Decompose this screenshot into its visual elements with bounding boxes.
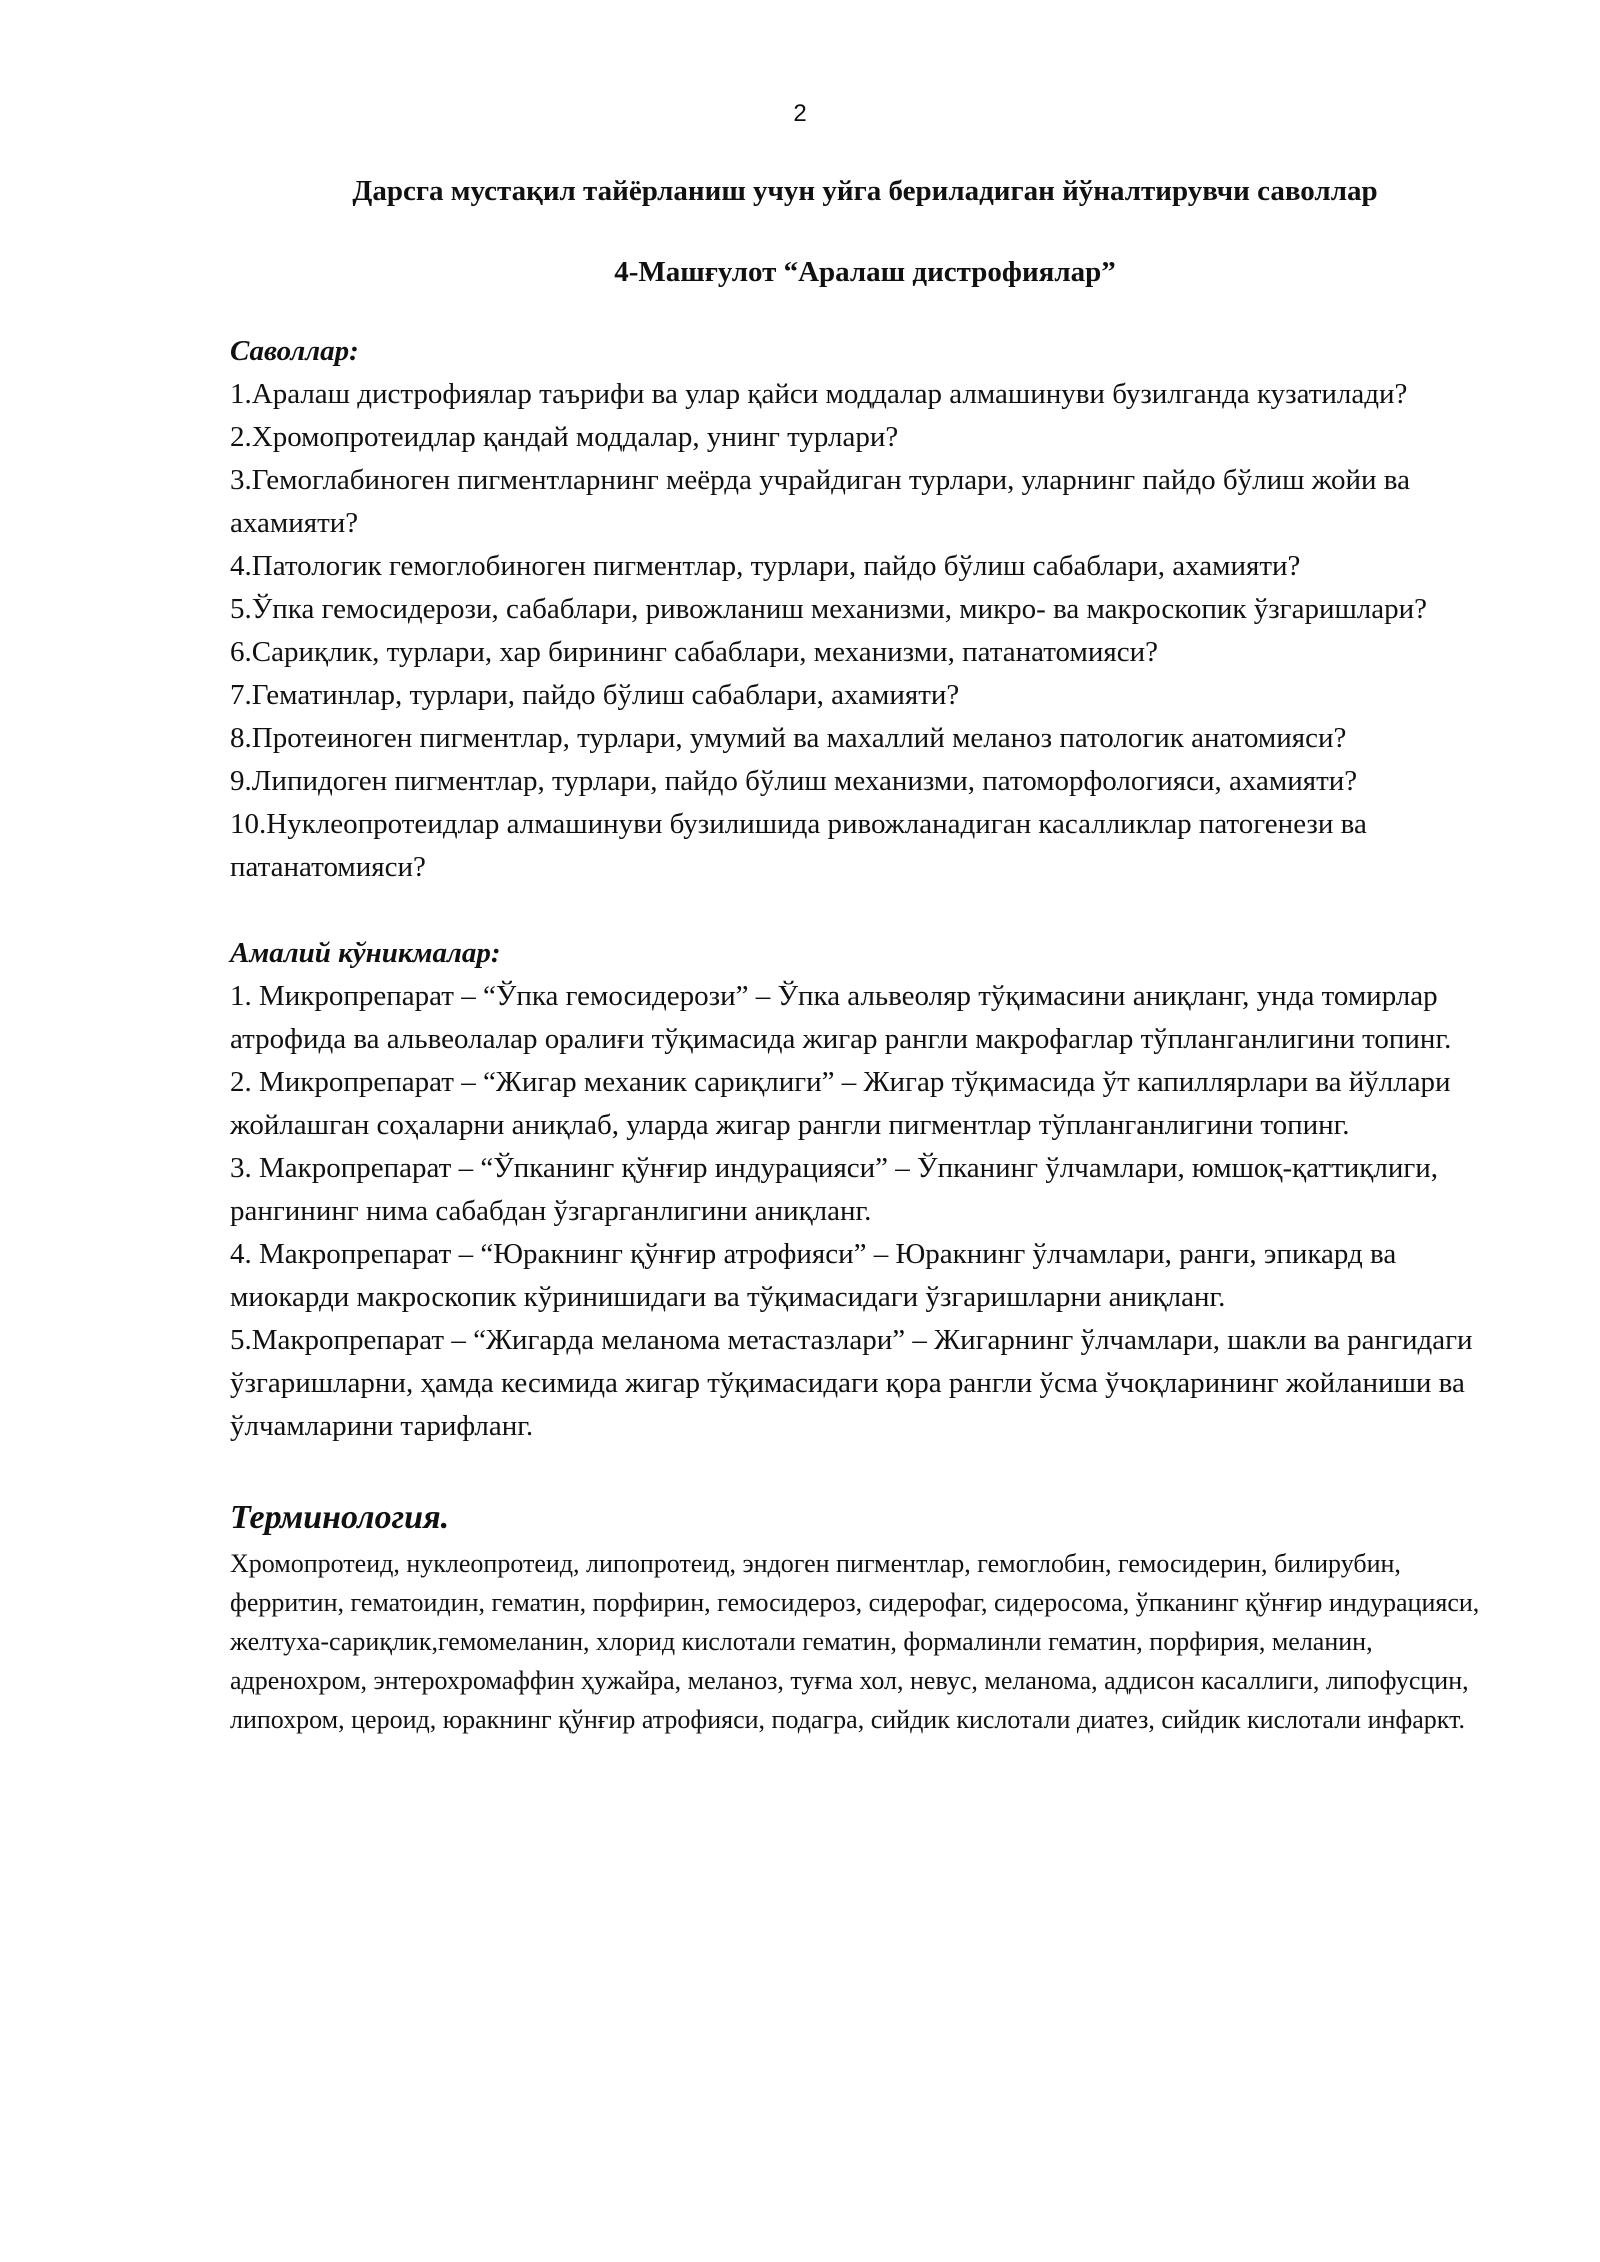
questions-title: Саволлар: [230, 335, 359, 367]
questions-list [230, 373, 1500, 889]
skill-item: 3. Макропрепарат – “Ўпканинг қўнғир индурацияси” – Ўпканинг ўлчамлари, юмшоқ-қаттиқлиги, рангининг нима сабабдан ўзгарганлигини аниқланг. [230, 1152, 1439, 1227]
skill-item: 2. Микропрепарат – “Жигар механик сариқлиги” – Жигар тўқимасида ўт капиллярлари ва йўллари жойлашган соҳаларни аниқлаб, уларда жигар рангли пигментлар тўпланганлигини топинг. [230, 1066, 1451, 1141]
question-item: 8.Протеиноген пигментлар, турлари, умумий ва махаллий меланоз патологик анатомияси? [230, 722, 1347, 754]
skill-item: 1. Микропрепарат – “Ўпка гемосидерози” – Ўпка альвеоляр тўқимасини аниқланг, унда томирлар атрофида ва альвеолалар оралиғи тўқимасида жигар рангли макрофаглар тўпланганлигини топинг. [230, 980, 1452, 1055]
skill-item: 4. Макропрепарат – “Юракнинг қўнғир атрофияси” – Юракнинг ўлчамлари, ранги, эпикард ва миокарди макроскопик кўринишидаги ва тўқимасидаги ўзгаришларни аниқланг. [230, 1238, 1397, 1313]
question-item: 9.Липидоген пигментлар, турлари, пайдо бўлиш механизми, патоморфологияси, ахамияти? [230, 765, 1358, 797]
skills-list [230, 975, 1500, 1448]
question-item: 5.Ўпка гемосидерози, сабаблари, ривожланиш механизми, микро- ва макроскопик ўзгаришлари? [230, 593, 1428, 625]
question-item: 7.Гематинлар, турлари, пайдо бўлиш сабаблари, ахамияти? [230, 679, 960, 711]
question-item: 1.Аралаш дистрофиялар таърифи ва улар қайси моддалар алмашинуви бузилганда кузатилади? [230, 378, 1408, 410]
question-item: 10.Нуклеопротеидлар алмашинуви бузилишида ривожланадиган касалликлар патогенези ва патанатомияси? [230, 808, 1367, 883]
lesson-title: 4-Машғулот “Аралаш дистрофиялар” [614, 256, 1116, 288]
question-item: 6.Сариқлик, турлари, хар бирининг сабаблари, механизми, патанатомияси? [230, 636, 1158, 668]
page-number: 2 [793, 100, 807, 127]
skills-title: Амалий кўникмалар: [230, 937, 501, 969]
document-heading: Дарсга мустақил тайёрланиш учун уйга бериладиган йўналтирувчи саволлар [352, 175, 1378, 207]
question-item: 2.Хромопротеидлар қандай моддалар, унинг турлари? [230, 421, 899, 453]
terminology-title: Терминология. [230, 1499, 450, 1536]
question-item: 3.Гемоглабиноген пигментларнинг меёрда учрайдиган турлари, уларнинг пайдо бўлиш жойи ва ахамияти? [230, 464, 1410, 539]
question-item: 4.Патологик гемоглобиноген пигментлар, турлари, пайдо бўлиш сабаблари, ахамияти? [230, 550, 1301, 582]
skill-item: 5.Макропрепарат – “Жигарда меланома метастазлари” – Жигарнинг ўлчамлари, шакли ва рангидаги ўзгаришларни, ҳамда кесимида жигар тўқимасидаги қора рангли ўсма ўчоқларининг жойланиши ва ўлчамларини тарифланг. [230, 1324, 1473, 1442]
page-content [230, 170, 1500, 1739]
terminology-text: Хромопротеид, нуклеопротеид, липопротеид, эндоген пигментлар, гемоглобин, гемосидерин, билирубин, ферритин, гематоидин, гематин, порфирин, гемосидероз, сидерофаг, сидеросома, ўпканинг қўнғир индурацияси, желтуха-сариқлик,гемомеланин, хлорид кислотали гематин, формалинли гематин, порфирия, меланин, адренохром, энтерохромаффин ҳужайра, меланоз, туғма хол, невус, меланома, аддисон касаллиги, липофусцин, липохром, цероид, юракнинг қўнғир атрофияси, подагра, сийдик кислотали диатез, сийдик кислотали инфаркт. [230, 1549, 1480, 1734]
